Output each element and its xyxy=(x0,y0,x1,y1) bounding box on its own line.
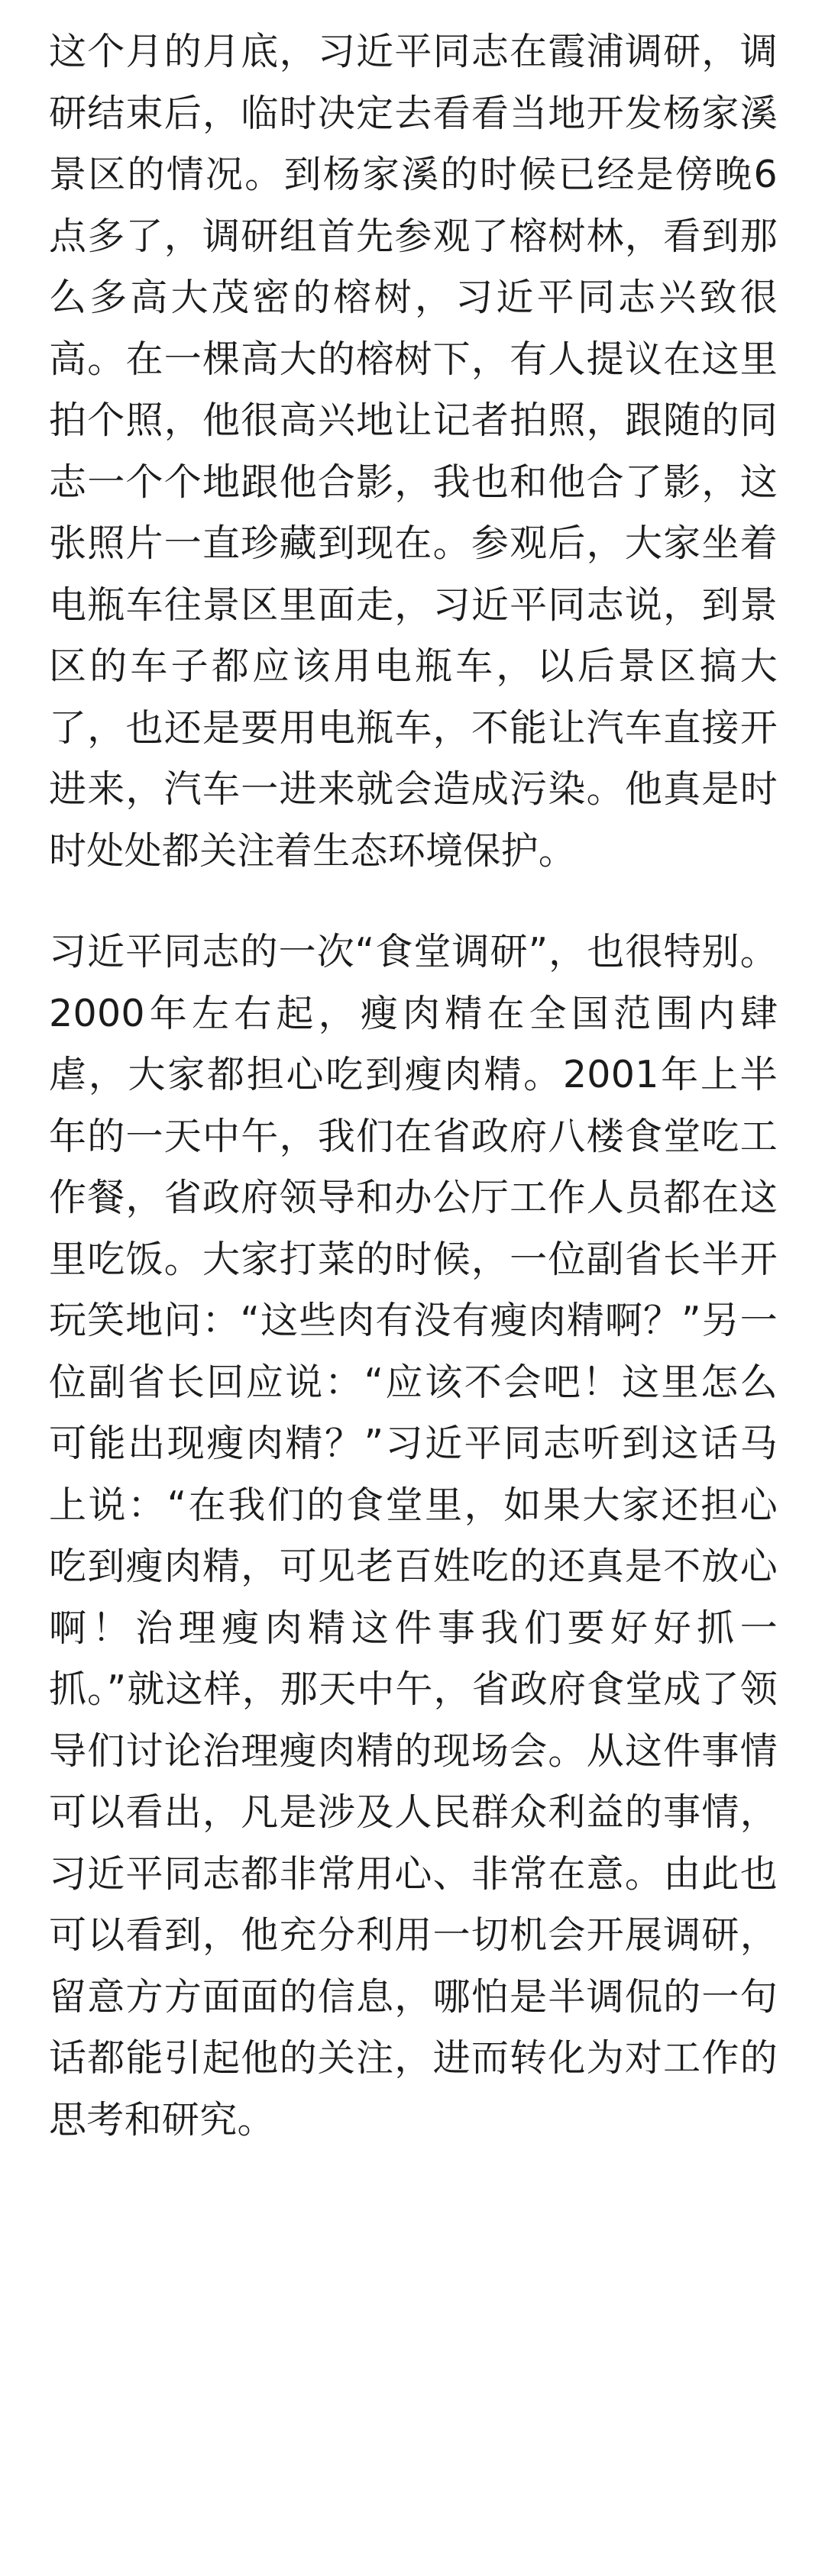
paragraph-canteen-research: 习近平同志的一次“食堂调研”，也很特别。2000年左右起，瘦肉精在全国范围内肆虐，大家都担心吃到瘦肉精。2001年上半年的一天中午，我们在省政府八楼食堂吃工作餐，省政府领导和办公厅工作人员都在这里吃饭。大家打菜的时候，一位副省长半开玩笑地问：“这些肉有没有瘦肉精啊？”另一位副省长回应说：“应该不会吧！这里怎么可能出现瘦肉精？”习近平同志听到这话马上说：“在我们的食堂里，如果大家还担心吃到瘦肉精，可见老百姓吃的还真是不放心啊！治理瘦肉精这件事我们要好好抓一抓。”就这样，那天中午，省政府食堂成了领导们讨论治理瘦肉精的现场会。从这件事情可以看出，凡是涉及人民群众利益的事情，习近平同志都非常用心、非常在意。由此也可以看到，他充分利用一切机会开展调研，留意方方面面的信息，哪怕是半调侃的一句话都能引起他的关注，进而转化为对工作的思考和研究。 xyxy=(49,930,778,2142)
paragraph-xiapu-visit: 这个月的月底，习近平同志在霞浦调研，调研结束后，临时决定去看看当地开发杨家溪景区的情况。到杨家溪的时候已经是傍晚6点多了，调研组首先参观了榕树林，看到那么多高大茂密的榕树，习近平同志兴致很高。在一棵高大的榕树下，有人提议在这里拍个照，他很高兴地让记者拍照，跟随的同志一个个地跟他合影，我也和他合了影，这张照片一直珍藏到现在。参观后，大家坐着电瓶车往景区里面走，习近平同志说，到景区的车子都应该用电瓶车，以后景区搞大了，也还是要用电瓶车，不能让汽车直接开进来，汽车一进来就会造成污染。他真是时时处处都关注着生态环境保护。 xyxy=(49,30,778,873)
